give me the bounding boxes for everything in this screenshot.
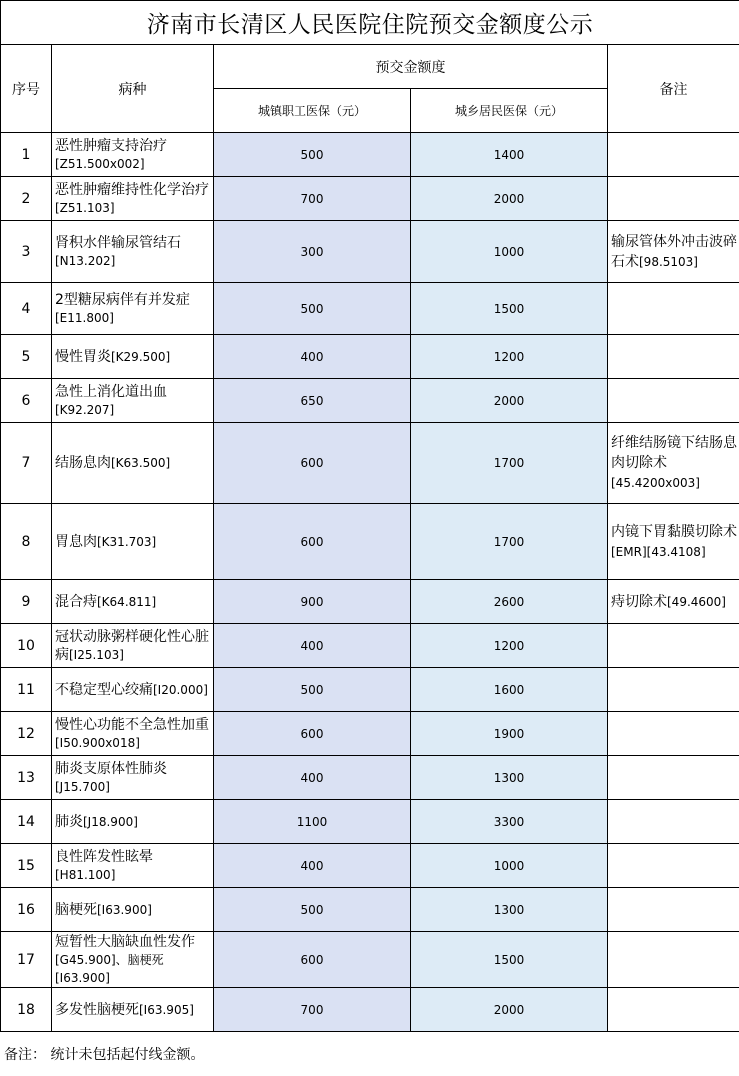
- row-no: 3: [1, 221, 52, 283]
- row-no: 5: [1, 335, 52, 379]
- urban-amount: 400: [214, 844, 411, 888]
- urban-amount: 500: [214, 668, 411, 712]
- note-cell: [608, 335, 739, 379]
- disease-cell: [52, 379, 214, 423]
- disease-name: 短暂性大脑缺血性发作: [55, 933, 195, 950]
- disease-cell: [52, 283, 214, 335]
- disease-name: 急性上消化道出血: [55, 383, 167, 400]
- rural-amount: 1200: [411, 624, 608, 668]
- row-no: 8: [1, 504, 52, 580]
- note-text: 输尿管体外冲击波碎石术: [611, 233, 737, 270]
- row-no: 4: [1, 283, 52, 335]
- rural-amount: 2000: [411, 988, 608, 1032]
- note-code: [45.4200x003]: [611, 476, 700, 490]
- disease-code: [J18.900]: [83, 814, 138, 829]
- header-rural: 城乡居民医保（元）: [411, 89, 608, 133]
- row-no: 1: [1, 133, 52, 177]
- note-cell: [608, 379, 739, 423]
- rural-amount: 1500: [411, 283, 608, 335]
- row-no: 14: [1, 800, 52, 844]
- urban-amount: 600: [214, 504, 411, 580]
- header-urban: 城镇职工医保（元）: [214, 89, 411, 133]
- row-no: 10: [1, 624, 52, 668]
- disease-cell: [52, 668, 214, 712]
- row-no: 11: [1, 668, 52, 712]
- disease-code: [Z51.500x002]: [55, 156, 145, 171]
- note-cell: [608, 668, 739, 712]
- disease-name: 胃息肉: [55, 533, 97, 550]
- table-row: [1, 504, 739, 580]
- table-row: [1, 988, 739, 1032]
- rural-amount: 3300: [411, 800, 608, 844]
- disease-code: [H81.100]: [55, 867, 116, 882]
- table-row: [1, 177, 739, 221]
- urban-amount: 300: [214, 221, 411, 283]
- note-text: 纤维结肠镜下结肠息肉切除术: [611, 435, 737, 471]
- urban-amount: 700: [214, 177, 411, 221]
- disease-name: 良性阵发性眩晕: [55, 848, 153, 865]
- disease-code: [N13.202]: [55, 253, 116, 268]
- table-row: [1, 423, 739, 504]
- footnote: 备注： 统计未包括起付线金额。: [4, 1047, 205, 1063]
- disease-cell: [52, 932, 214, 988]
- disease-code: [J15.700]: [55, 779, 110, 794]
- disease-code: [I25.103]: [69, 647, 124, 662]
- disease-cell: [52, 423, 214, 504]
- disease-name: 结肠息肉: [55, 455, 111, 471]
- disease-cell: [52, 988, 214, 1032]
- header-no: 序号: [1, 45, 52, 133]
- urban-amount: 700: [214, 988, 411, 1032]
- header-prepay: 预交金额度: [214, 45, 608, 89]
- table-row: [1, 800, 739, 844]
- header-note: 备注: [608, 45, 739, 133]
- table-row: [1, 932, 739, 988]
- row-no: 15: [1, 844, 52, 888]
- rural-amount: 1000: [411, 844, 608, 888]
- table-body: [1, 133, 739, 1032]
- row-no: 18: [1, 988, 52, 1032]
- rural-amount: 1600: [411, 668, 608, 712]
- urban-amount: 600: [214, 423, 411, 504]
- note-text: 痔切除术: [611, 593, 667, 610]
- note-cell: [608, 133, 739, 177]
- disease-cell: [52, 800, 214, 844]
- disease-cell: [52, 888, 214, 932]
- note-cell: [608, 756, 739, 800]
- disease-cell: [52, 844, 214, 888]
- header-disease: 病种: [52, 45, 214, 133]
- note-text: 内镜下胃黏膜切除术: [611, 523, 737, 540]
- disease-cell: [52, 504, 214, 580]
- disease-code: [I63.900]: [97, 902, 152, 917]
- note-cell: [608, 221, 739, 283]
- disease-name: 慢性胃炎: [55, 348, 111, 365]
- urban-amount: 600: [214, 712, 411, 756]
- note-code: [49.4600]: [667, 594, 726, 609]
- row-no: 16: [1, 888, 52, 932]
- disease-cell: [52, 133, 214, 177]
- note-cell: [608, 423, 739, 504]
- row-no: 17: [1, 932, 52, 988]
- disease-code: [E11.800]: [55, 310, 114, 325]
- rural-amount: 1300: [411, 756, 608, 800]
- urban-amount: 1100: [214, 800, 411, 844]
- rural-amount: 2000: [411, 379, 608, 423]
- table-row: [1, 712, 739, 756]
- disease-name: 慢性心功能不全急性加重: [55, 716, 209, 733]
- disease-code: [G45.900]、脑梗死[I63.900]: [55, 952, 164, 985]
- note-cell: [608, 624, 739, 668]
- urban-amount: 600: [214, 932, 411, 988]
- table-row: [1, 283, 739, 335]
- note-cell: [608, 504, 739, 580]
- urban-amount: 900: [214, 580, 411, 624]
- disease-code: [K63.500]: [111, 456, 171, 470]
- row-no: 7: [1, 423, 52, 504]
- disease-name: 多发性脑梗死: [55, 1001, 139, 1018]
- table-row: [1, 335, 739, 379]
- table-row: [1, 133, 739, 177]
- disease-code: [K92.207]: [55, 402, 115, 417]
- disease-cell: [52, 756, 214, 800]
- note-cell: [608, 712, 739, 756]
- disease-code: [K31.703]: [97, 534, 157, 549]
- disease-name: 混合痔: [55, 593, 97, 610]
- table-row: [1, 221, 739, 283]
- rural-amount: 1700: [411, 504, 608, 580]
- note-cell: [608, 800, 739, 844]
- note-cell: [608, 888, 739, 932]
- disease-name: 冠状动脉粥样硬化性心脏病: [55, 628, 209, 663]
- urban-amount: 500: [214, 133, 411, 177]
- disease-name: 不稳定型心绞痛: [55, 681, 153, 698]
- note-cell: [608, 844, 739, 888]
- disease-name: 恶性肿瘤支持治疗: [55, 137, 167, 154]
- disease-name: 肺炎支原体性肺炎: [55, 760, 167, 777]
- note-code: [98.5103]: [639, 254, 698, 269]
- table-row: [1, 844, 739, 888]
- disease-cell: [52, 221, 214, 283]
- rural-amount: 1000: [411, 221, 608, 283]
- row-no: 12: [1, 712, 52, 756]
- disease-name: 脑梗死: [55, 901, 97, 918]
- table-row: [1, 888, 739, 932]
- table-row: [1, 379, 739, 423]
- rural-amount: 1400: [411, 133, 608, 177]
- urban-amount: 500: [214, 888, 411, 932]
- urban-amount: 400: [214, 756, 411, 800]
- disease-code: [I20.000]: [153, 682, 208, 697]
- row-no: 9: [1, 580, 52, 624]
- page-title: 济南市长清区人民医院住院预交金额度公示: [1, 1, 739, 45]
- note-code: [EMR][43.4108]: [611, 544, 706, 559]
- disease-code: [K64.811]: [97, 594, 157, 609]
- disease-code: [I50.900x018]: [55, 735, 140, 750]
- disease-cell: [52, 624, 214, 668]
- rural-amount: 2000: [411, 177, 608, 221]
- rural-amount: 1700: [411, 423, 608, 504]
- rural-amount: 1300: [411, 888, 608, 932]
- disease-name: 肺炎: [55, 813, 83, 830]
- disease-cell: [52, 712, 214, 756]
- disease-code: [I63.905]: [139, 1002, 194, 1017]
- urban-amount: 500: [214, 283, 411, 335]
- table-row: [1, 624, 739, 668]
- rural-amount: 2600: [411, 580, 608, 624]
- rural-amount: 1200: [411, 335, 608, 379]
- table-row: [1, 580, 739, 624]
- disease-code: [Z51.103]: [55, 200, 115, 215]
- row-no: 13: [1, 756, 52, 800]
- disease-name: 肾积水伴输尿管结石: [55, 234, 181, 251]
- disease-cell: [52, 335, 214, 379]
- table-row: [1, 668, 739, 712]
- disease-name: 2型糖尿病伴有并发症: [55, 291, 190, 308]
- disease-cell: [52, 177, 214, 221]
- note-cell: [608, 932, 739, 988]
- urban-amount: 650: [214, 379, 411, 423]
- rural-amount: 1900: [411, 712, 608, 756]
- note-cell: [608, 177, 739, 221]
- urban-amount: 400: [214, 624, 411, 668]
- rural-amount: 1500: [411, 932, 608, 988]
- table-row: [1, 756, 739, 800]
- disease-name: 恶性肿瘤维持性化学治疗: [55, 181, 209, 198]
- disease-code: [K29.500]: [111, 349, 171, 364]
- note-cell: [608, 580, 739, 624]
- urban-amount: 400: [214, 335, 411, 379]
- note-cell: [608, 283, 739, 335]
- disease-cell: [52, 580, 214, 624]
- row-no: 2: [1, 177, 52, 221]
- note-cell: [608, 988, 739, 1032]
- row-no: 6: [1, 379, 52, 423]
